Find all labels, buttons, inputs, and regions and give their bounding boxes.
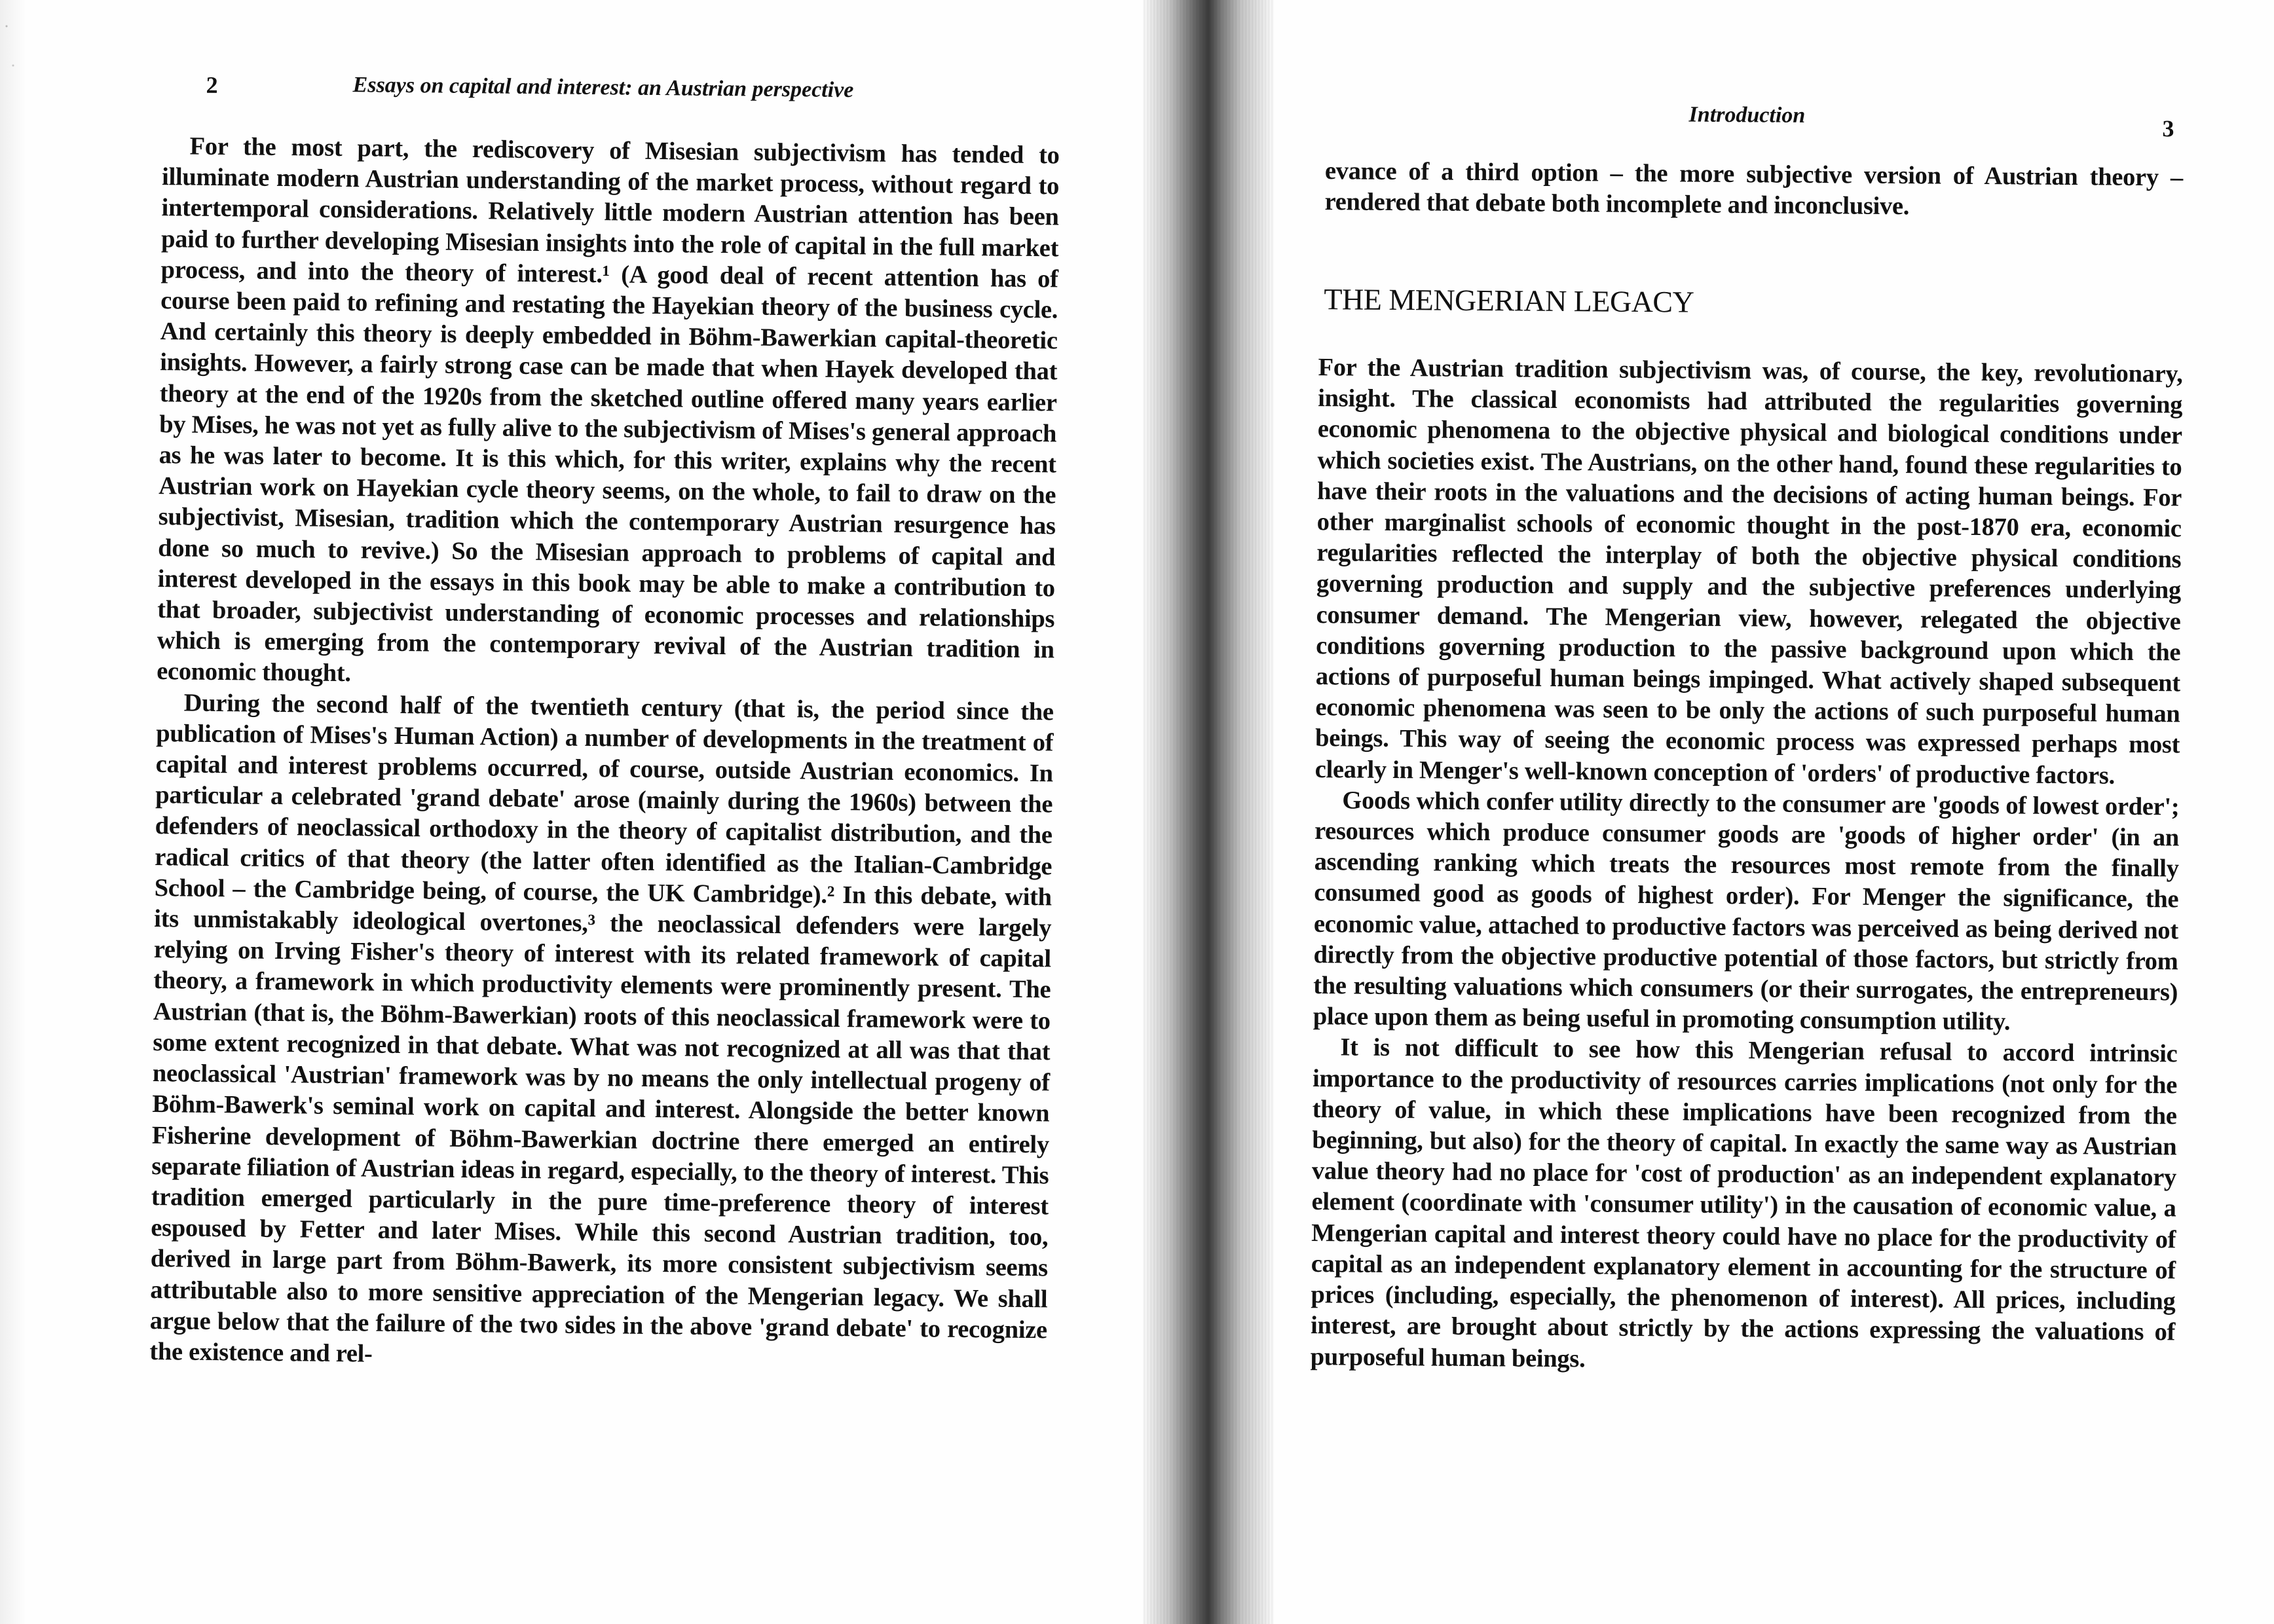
page-number: 3 xyxy=(2162,115,2174,142)
page-edge-shadow xyxy=(0,0,26,1624)
running-head: Essays on capital and interest: an Austrian perspective xyxy=(352,73,854,103)
paragraph: evance of a third option – the more subjective version of Austrian theory – rendered that debate both incomplete and inconclusive. xyxy=(1324,157,2184,221)
body-text xyxy=(149,131,1060,1376)
paragraph: For the Austrian tradition subjectivism was, of course, the key, revolutionary, insight. The classical economists had attributed the regularities governing economic phenomena to the objective physical and biological conditions under which societies exist. The Austrians, on the other hand, found these regularities to have their roots in the valuations and the decisions of acting human beings. For other marginalist schools of economic thought in the post-1870 era, economic regularities reflected the interplay of both the objective physical conditions governing production and supply and the subjective preferences underlying consumer demand. The Mengerian view, however, relegated the objective conditions governing production to the passive background upon which the actions of purposeful human beings impinged. What actively shaped subsequent economic phenomena was seen to be only the actions of such purposeful human beings. This way of seeing the economic process was expressed perhaps most clearly in Menger's well-known conception of 'orders' of productive factors. xyxy=(1314,354,2183,790)
right-page xyxy=(1310,0,2184,1373)
paragraph: For the most part, the rediscovery of Misesian subjectivism has tended to illuminate modern Austrian understanding of the market process, without regard to intertemporal considerations. Relatively little modern Austrian attention has been paid to further developing Misesian insights into the role of capital in the full market process, and into the theory of interest.¹ (A good deal of recent attention has of course been paid to refining and restating the Hayekian theory of the business cycle. And certainly this theory is deeply embedded in Böhm-Bawerkian capital-theoretic insights. However, a fairly strong case can be made that when Hayek developed that theory at the end of the 1920s from the sketched outline offered many years earlier by Mises, he was not yet as fully alive to the subjectivism of Mises's general approach as he was later to become. It is this which, for this writer, explains why the recent Austrian work on Hayekian cycle theory seems, on the whole, to fail to draw on the subjectivist, Misesian, tradition which the contemporary Austrian resurgence has done so much to revive.) So the Misesian approach to problems of capital and interest developed in the essays in this book may be able to make a contribution to that broader, subjectivist understanding of economic processes and relationships which is emerging from the contemporary revival of the Austrian tradition in economic thought. xyxy=(157,132,1060,688)
paragraph: It is not difficult to see how this Mengerian refusal to accord intrinsic importance to the productivity of resources carries implications (not only for the theory of value, in which these implications have been recognized from the beginning, but also) for the theory of capital. In exactly the same way as Austrian value theory had no place for 'cost of production' as an independent explanatory element (coordinate with 'consumer utility') in the causation of economic value, a Mengerian capital and interest theory could have no place for the productivity of capital as an independent explanatory element in accounting for the structure of prices (including, especially, the phenomenon of interest). All prices, including interest, are brought about strictly by the actions expressing the valuations of purposeful human beings. xyxy=(1310,1033,2178,1373)
continuation-text xyxy=(1324,156,2183,225)
paragraph: Goods which confer utility directly to the consumer are 'goods of lowest order'; resources which produce consumer goods are 'goods of higher order' (in an ascending ranking which treats the resources most remote from the finally consumed good as goods of highest order). For Menger the significance, the economic value, attached to productive factors was perceived as being derived not directly from the objective productive potential of those factors, but strictly from the resulting valuations which consumers (or their surrogates, the entrepreneurs) place upon them as being useful in promoting consumption utility. xyxy=(1313,786,2180,1036)
left-page xyxy=(149,0,1074,1368)
body-text xyxy=(1311,352,2183,1379)
page-number: 2 xyxy=(206,71,218,98)
binding-gutter xyxy=(1143,0,1274,1624)
running-head: Introduction xyxy=(1688,102,1806,128)
section-heading: THE MENGERIAN LEGACY xyxy=(1324,282,1694,319)
paragraph: During the second half of the twentieth century (that is, the period since the publication of Mises's Human Action) a number of developments in the treatment of capital and interest problems occurred, of course, outside Austrian economics. In particular a celebrated 'grand debate' arose (mainly during the 1960s) between the defenders of neoclassical orthodoxy in the theory of capitalist distribution, and the radical critics of that theory (the latter often identified as the Italian-Cambridge School – the Cambridge being, of course, the UK Cambridge).² In this debate, with its unmistakably ideological overtones,³ the neoclassical defenders were largely relying on Irving Fisher's theory of interest with its related framework of capital theory, a framework in which productivity elements were prominently present. The Austrian (that is, the Böhm-Bawerkian) roots of this neoclassical framework were to some extent recognized in that debate. What was not recognized at all was that that neoclassical 'Austrian' framework was by no means the only intellectual progeny of Böhm-Bawerk's seminal work on capital and interest. Alongside the better known Fisherine development of Böhm-Bawerkian doctrine there emerged an entirely separate filiation of Austrian ideas in regard, especially, to the theory of interest. This tradition emerged particularly in the pure time-preference theory of interest espoused by Fetter and later Mises. While this second Austrian tradition, too, derived in large part from Böhm-Bawerk, its more consistent subjectivism seems attributable also to more sensitive appreciation of the Mengerian legacy. We shall argue below that the failure of the two sides in the above 'grand debate' to recognize the existence and rel- xyxy=(149,689,1054,1368)
